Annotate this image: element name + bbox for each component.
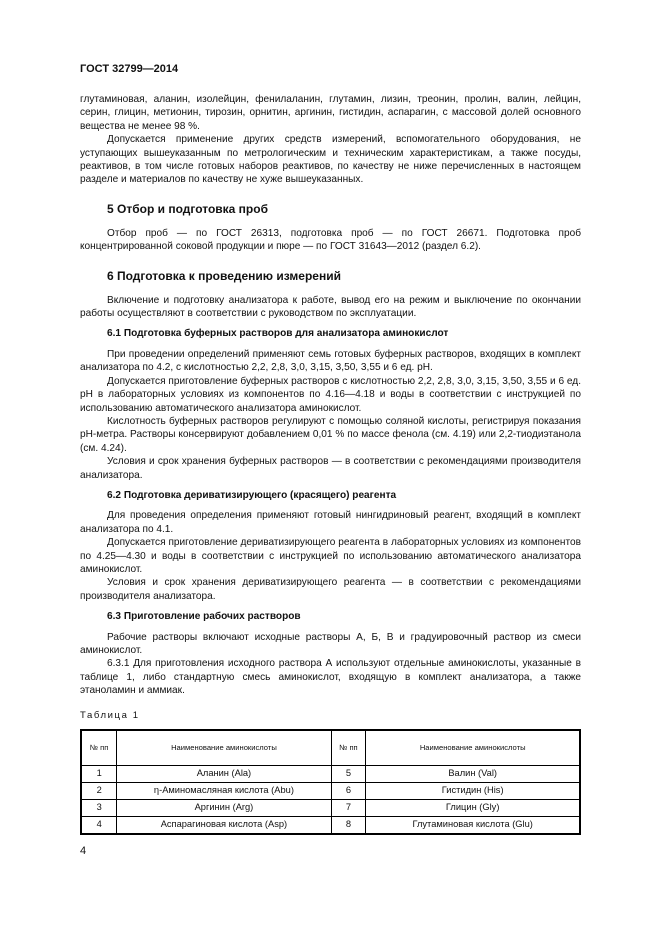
- section-6-2-paragraph-3: Условия и срок хранения дериватизирующего реагента — в соответствии с рекомендациями производителя анализатора.: [80, 577, 581, 602]
- section-5-title: 5 Отбор и подготовка проб: [107, 201, 269, 216]
- amino-acid-table: [80, 729, 581, 835]
- section-6-title: 6 Подготовка к проведению измерений: [107, 268, 341, 283]
- header-number-1: № пп: [81, 730, 117, 766]
- table-row: [81, 783, 580, 800]
- section-6-1-paragraph-3: Кислотность буферных растворов регулируют с помощью соляной кислоты, регистрируя показания pH-метра. Растворы консервируют добавлением 0,01 % по массе фенола (см. 4.19) или 2,2-тиодиэтанола (см. 4.24).: [80, 415, 581, 454]
- cell-amino-acid: Аргинин (Arg): [117, 800, 331, 817]
- section-5-text: Отбор проб — по ГОСТ 26313, подготовка проб — по ГОСТ 26671. Подготовка проб концентрированной соковой продукции и пюре — по ГОСТ 31643—2012 (раздел 6.2).: [80, 227, 581, 253]
- paragraph-allowed-equipment: Допускается применение других средств измерений, вспомогательного оборудования, не уступающих вышеуказанным по метрологическим и техническим характеристикам, а также посуды, реактивов, в том числе готовых наборов реактивов, по качеству не ниже перечисленных в настоящем разделе и материалов по качеству не хуже вышеуказанных.: [80, 134, 581, 186]
- cell-amino-acid: Аспарагиновая кислота (Asp): [117, 817, 331, 835]
- table-row: [81, 800, 580, 817]
- table-row: [81, 817, 580, 835]
- cell-amino-acid: Глицин (Gly): [366, 800, 580, 817]
- cell-number: 7: [331, 800, 366, 817]
- page-content: [80, 93, 581, 835]
- header-name-2: Наименование аминокислоты: [366, 730, 580, 766]
- section-6-3-paragraph-1: Рабочие растворы включают исходные растворы А, Б, В и градуировочный раствор из смеси аминокислот.: [80, 631, 581, 656]
- section-6-3-paragraph-2: 6.3.1 Для приготовления исходного раствора А используют отдельные аминокислоты, указанные в таблице 1, либо стандартную смесь аминокислот, входящую в комплект анализатора, а также этаноламин и аммиак.: [80, 658, 581, 697]
- cell-number: 8: [331, 817, 366, 835]
- cell-amino-acid: Валин (Val): [366, 766, 580, 783]
- cell-number: 3: [81, 800, 117, 817]
- section-6-2-paragraph-1: Для проведения определения применяют готовый нингидриновый реагент, входящий в комплект анализатора по 4.1.: [80, 510, 581, 535]
- cell-number: 2: [81, 783, 117, 800]
- cell-amino-acid: Гистидин (His): [366, 783, 580, 800]
- header-number-2: № пп: [331, 730, 366, 766]
- section-6-2-title: 6.2 Подготовка дериватизирующего (красящего) реагента: [107, 489, 397, 501]
- cell-amino-acid: Глутаминовая кислота (Glu): [366, 817, 580, 835]
- table-caption: Таблица 1: [80, 709, 140, 721]
- cell-amino-acid: Аланин (Ala): [117, 766, 331, 783]
- cell-number: 6: [331, 783, 366, 800]
- cell-number: 1: [81, 766, 117, 783]
- table-header-row: [81, 730, 580, 766]
- table-row: [81, 766, 580, 783]
- section-6-1-paragraph-4: Условия и срок хранения буферных растворов — в соответствии с рекомендациями производителя анализатора.: [80, 456, 581, 481]
- section-6-text: Включение и подготовку анализатора к работе, вывод его на режим и выключение по окончании работы осуществляют в соответствии с руководством по эксплуатации.: [80, 294, 581, 320]
- section-6-2-paragraph-2: Допускается приготовление дериватизирующего реагента в лабораторных условиях из компонентов по 4.25—4.30 и воды в соответствии с инструкцией по использованию автоматического анализатора аминокислот.: [80, 537, 581, 575]
- document-header: ГОСТ 32799—2014: [80, 63, 179, 75]
- page-number: 4: [80, 845, 87, 857]
- section-6-1-paragraph-2: Допускается приготовление буферных растворов с кислотностью 2,2, 2,8, 3,0, 3,15, 3,50, 3,55 и 6 ед. pH в лабораторных условиях из компонентов по 4.16—4.18 и воды в соответствии с инструкцией по использованию автоматического анализатора аминокислот.: [80, 375, 581, 414]
- cell-amino-acid: η-Аминомасляная кислота (Abu): [117, 783, 331, 800]
- paragraph-continued: глутаминовая, аланин, изолейцин, фенилаланин, глутамин, лизин, треонин, пролин, валин, лейцин, серин, глицин, метионин, тирозин, орнитин, аргинин, гистидин, аспарагин, с массовой долей основного вещества не менее 98 %.: [80, 94, 581, 132]
- section-6-1-paragraph-1: При проведении определений применяют семь готовых буферных растворов, входящих в комплект анализатора по 4.2, с кислотностью 2,2, 2,8, 3,0, 3,15, 3,50, 3,55 и 6 ед. pH.: [80, 348, 581, 374]
- cell-number: 4: [81, 817, 117, 835]
- cell-number: 5: [331, 766, 366, 783]
- header-name-1: Наименование аминокислоты: [117, 730, 331, 766]
- section-6-1-title: 6.1 Подготовка буферных растворов для анализатора аминокислот: [107, 328, 449, 340]
- section-6-3-title: 6.3 Приготовление рабочих растворов: [107, 611, 301, 623]
